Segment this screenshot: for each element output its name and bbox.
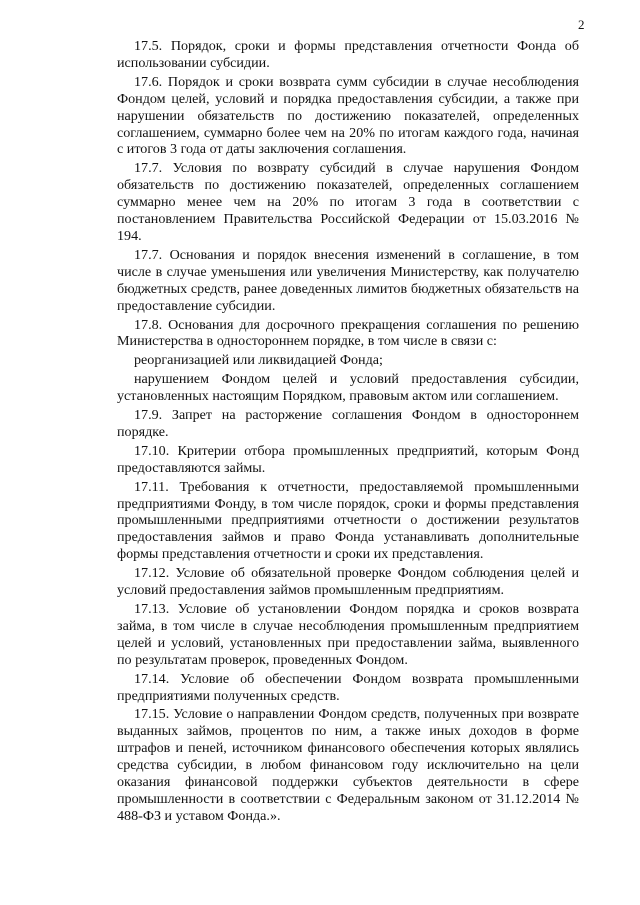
paragraph-17-9: 17.9. Запрет на расторжение соглашения Фондом в одностороннем порядке. xyxy=(117,407,579,440)
paragraph-17-10: 17.10. Критерии отбора промышленных предприятий, которым Фонд предоставляются займы. xyxy=(117,442,579,476)
paragraph-17-11: 17.11. Требования к отчетности, предоставляемой промышленными предприятиями Фонду, в том числе порядок, сроки и формы представления промышленными предприятиями отчетности о достижении результатов предоставления займов и право Фонда устанавливать дополнительные формы представления отчетности и сроки их представления. xyxy=(117,478,579,563)
paragraph-17-13: 17.13. Условие об установлении Фондом порядка и сроков возврата займа, в том числе в случае несоблюдения промышленным предприятием целей и условий, установленных при предоставлении займа, выявленного по результатам проверок, проведенных Фондом. xyxy=(117,601,579,668)
paragraph-17-5: 17.5. Порядок, сроки и формы представления отчетности Фонда об использовании субсидии. xyxy=(117,38,579,71)
paragraph-17-6: 17.6. Порядок и сроки возврата сумм субсидии в случае несоблюдения Фондом целей, условий и порядка предоставления субсидии, а также при нарушении обязательств по достижению показателей, определенных соглашением, суммарно более чем на 20% по итогам каждого года, начиная с итогов 3 года от даты заключения соглашения. xyxy=(117,73,579,158)
paragraph-17-7-amendments: 17.7. Основания и порядок внесения изменений в соглашение, в том числе в случае уменьшения или увеличения Министерству, как получателю бюджетных средств, ранее доведенных лимитов бюджетных обязательств на предоставление субсидии. xyxy=(117,246,579,314)
document-body xyxy=(117,38,579,827)
paragraph-17-12: 17.12. Условие об обязательной проверке Фондом соблюдения целей и условий предоставления займов промышленным предприятиям. xyxy=(117,565,579,599)
page-number: 2 xyxy=(578,17,585,32)
paragraph-17-8-item-reorganization: реорганизацией или ликвидацией Фонда; xyxy=(134,352,383,369)
paragraph-17-15: 17.15. Условие о направлении Фондом средств, полученных при возврате выданных займов, процентов по ним, а также иных доходов в форме штрафов и пеней, источником финансового обеспечения которых являлись средства субсидии, в любом финансовом году исключительно на цели оказания финансовой поддержки субъектов деятельности в сфере промышленности в соответствии с Федеральным законом от 31.12.2014 № 488-ФЗ и уставом Фонда.». xyxy=(117,706,579,824)
paragraph-17-8-item-violation: нарушением Фондом целей и условий предоставления субсидии, установленных настоящим Порядком, правовым актом или соглашением. xyxy=(117,371,579,405)
paragraph-17-7-return-conditions: 17.7. Условия по возврату субсидий в случае нарушения Фондом обязательств по достижению показателей, определенных соглашением суммарно менее чем на 20% по итогам 3 года в соответствии с постановлением Правительства Российской Федерации от 15.03.2016 № 194. xyxy=(117,160,579,244)
paragraph-17-14: 17.14. Условие об обеспечении Фондом возврата промышленными предприятиями полученных средств. xyxy=(117,670,579,704)
paragraph-17-8: 17.8. Основания для досрочного прекращения соглашения по решению Министерства в одностороннем порядке, в том числе в связи с: xyxy=(117,316,579,350)
